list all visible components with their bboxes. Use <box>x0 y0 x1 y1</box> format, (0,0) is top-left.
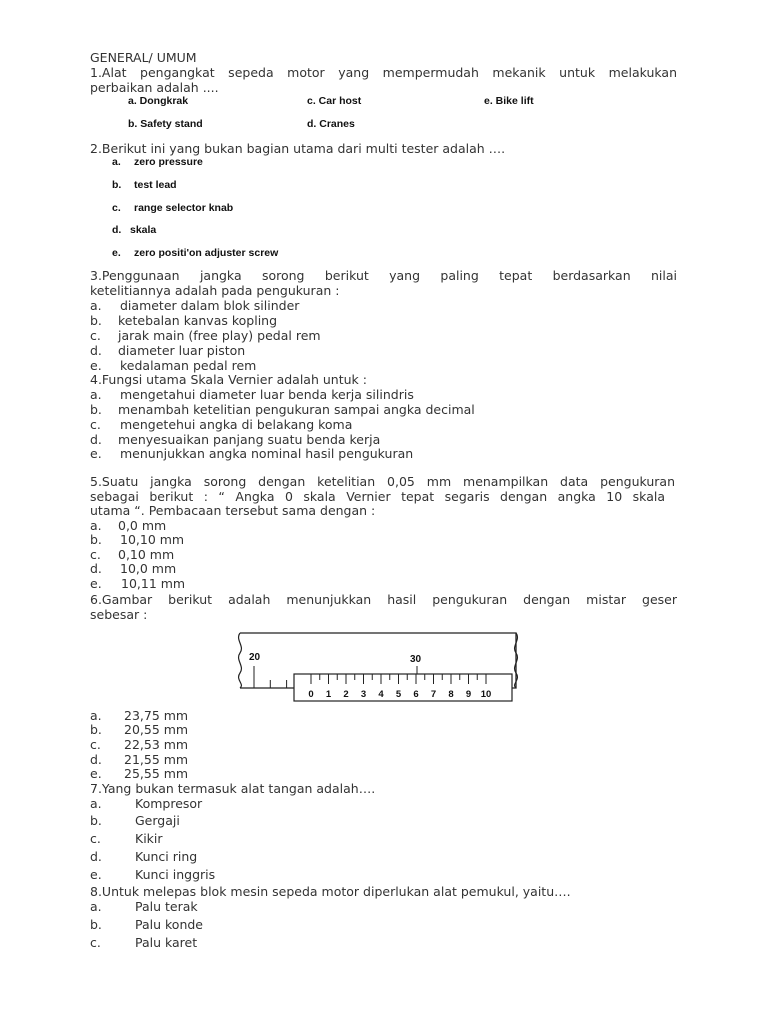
q7-option-text: Kompresor <box>135 796 203 811</box>
q3-option-text: diameter dalam blok silinder <box>120 298 300 313</box>
vernier-scale-label: 2 <box>343 689 349 700</box>
q5-option-c <box>90 547 174 562</box>
q4-option-text: menyesuaikan panjang suatu benda kerja <box>118 432 381 447</box>
q1-stem-line1: 1.Alat pengangkat sepeda motor yang mempermudah mekanik untuk melakukan <box>90 65 677 80</box>
section-header: GENERAL/ UMUM <box>90 50 197 65</box>
q6-option-letter: a. <box>90 708 102 723</box>
q5-stem-line2: sebagai berikut : “ Angka 0 skala Vernier tepat segaris dengan angka 10 skala <box>90 489 665 504</box>
q6-option-text: 22,53 mm <box>124 737 189 752</box>
q7-option-letter: c. <box>90 831 101 846</box>
q3-option-text: ketebalan kanvas kopling <box>118 313 278 328</box>
q2-option-text: test lead <box>134 179 177 191</box>
q8-option-letter: b. <box>90 917 102 932</box>
q7-option-text: Gergaji <box>135 813 180 828</box>
q4-option-b <box>90 402 475 417</box>
q8-option-letter: a. <box>90 899 102 914</box>
q3-stem-line2: ketelitiannya adalah pada pengukuran : <box>90 283 340 298</box>
q2-option-text: zero pressure <box>134 156 203 168</box>
vernier-scale-label: 0 <box>308 689 314 700</box>
q8-option-text: Palu karet <box>135 935 198 950</box>
q4-option-e <box>90 446 413 461</box>
q3-option-b <box>90 313 277 328</box>
q5-option-e <box>90 576 185 591</box>
q4-option-letter: b. <box>90 402 102 417</box>
q6-option-text: 23,75 mm <box>124 708 189 723</box>
q2-option-c <box>112 202 233 215</box>
q7-stem: 7.Yang bukan termasuk alat tangan adalah…. <box>90 781 376 796</box>
q4-option-letter: a. <box>90 387 102 402</box>
q4-option-a <box>90 387 414 402</box>
q6-option-letter: e. <box>90 766 102 781</box>
q6-option-e <box>90 766 188 781</box>
q6-option-letter: d. <box>90 752 102 767</box>
q7-option-letter: e. <box>90 867 102 882</box>
q1-option-a: a. Dongkrak <box>128 95 189 107</box>
q7-option-letter: d. <box>90 849 102 864</box>
main-scale-label-30: 30 <box>410 654 422 665</box>
q6-stem-line2: sebesar : <box>90 607 148 622</box>
q6-option-text: 21,55 mm <box>124 752 189 767</box>
vernier-scale-label: 4 <box>378 689 384 700</box>
q3-option-letter: c. <box>90 328 101 343</box>
q2-stem: 2.Berikut ini yang bukan bagian utama dari multi tester adalah …. <box>90 141 506 156</box>
q7-option-letter: b. <box>90 813 102 828</box>
q2-option-letter: c. <box>112 202 121 214</box>
q5-option-text: 10,10 mm <box>120 532 185 547</box>
q7-option-letter: a. <box>90 796 102 811</box>
q8-stem: 8.Untuk melepas blok mesin sepeda motor diperlukan alat pemukul, yaitu…. <box>90 884 571 899</box>
q3-option-c <box>90 328 321 343</box>
q5-option-b <box>90 532 184 547</box>
q3-option-letter: d. <box>90 343 102 358</box>
q5-option-text: 10,11 mm <box>121 576 186 591</box>
q2-option-text: skala <box>130 224 157 236</box>
q4-stem: 4.Fungsi utama Skala Vernier adalah untuk : <box>90 372 367 387</box>
q7-option-e <box>90 867 215 882</box>
vernier-scale-label: 8 <box>448 689 454 700</box>
q2-option-b <box>112 179 177 192</box>
q4-option-text: mengetahui diameter luar benda kerja silindris <box>120 387 414 402</box>
q5-stem-line1: 5.Suatu jangka sorong dengan ketelitian 0,05 mm menampilkan data pengukuran <box>90 474 675 489</box>
q2-option-text: zero positi'on adjuster screw <box>134 247 279 259</box>
q3-option-e <box>90 358 256 373</box>
q2-option-letter: a. <box>112 156 121 168</box>
vernier-scale-label: 5 <box>395 689 402 700</box>
q5-option-text: 0,10 mm <box>118 547 175 562</box>
q8-option-c <box>90 935 197 950</box>
q3-option-a <box>90 298 299 313</box>
left-break-edge <box>239 633 242 688</box>
q3-option-text: diameter luar piston <box>118 343 246 358</box>
vernier-scale-label: 6 <box>413 689 419 700</box>
q6-option-d <box>90 752 188 767</box>
q8-option-text: Palu terak <box>135 899 198 914</box>
q5-option-text: 10,0 mm <box>120 561 177 576</box>
q4-option-text: menambah ketelitian pengukuran sampai angka decimal <box>118 402 475 417</box>
q2-option-d <box>112 224 156 237</box>
q7-option-b <box>90 813 180 828</box>
q4-option-letter: c. <box>90 417 101 432</box>
q7-option-c <box>90 831 163 846</box>
q2-option-a <box>112 156 203 169</box>
q1-option-c: c. Car host <box>307 95 362 107</box>
q5-option-a <box>90 518 166 533</box>
vernier-scale-label: 9 <box>465 689 472 700</box>
q6-option-b <box>90 722 188 737</box>
q3-option-text: jarak main (free play) pedal rem <box>118 328 321 343</box>
q7-option-text: Kunci inggris <box>135 867 216 882</box>
q6-option-text: 25,55 mm <box>124 766 189 781</box>
q5-option-d <box>90 561 176 576</box>
vernier-scale-label: 1 <box>325 689 332 700</box>
q6-option-text: 20,55 mm <box>124 722 189 737</box>
vernier-scale-label: 3 <box>360 689 367 700</box>
q2-option-letter: b. <box>112 179 122 191</box>
vernier-caliper-figure <box>232 630 527 704</box>
q8-option-b <box>90 917 203 932</box>
q4-option-letter: e. <box>90 446 102 461</box>
q8-option-letter: c. <box>90 935 101 950</box>
q5-option-letter: c. <box>90 547 101 562</box>
q3-stem-line1: 3.Penggunaan jangka sorong berikut yang paling tepat berdasarkan nilai <box>90 268 677 283</box>
q5-stem-line3: utama “. Pembacaan tersebut sama dengan : <box>90 503 376 518</box>
q2-option-letter: e. <box>112 247 121 259</box>
q3-option-letter: a. <box>90 298 102 313</box>
q5-option-letter: e. <box>90 576 102 591</box>
q7-option-a <box>90 796 202 811</box>
q4-option-text: menunjukkan angka nominal hasil pengukuran <box>120 446 414 461</box>
q5-option-letter: b. <box>90 532 102 547</box>
q6-stem-line1: 6.Gambar berikut adalah menunjukkan hasil pengukuran dengan mistar geser <box>90 592 677 607</box>
q8-option-a <box>90 899 198 914</box>
q3-option-text: kedalaman pedal rem <box>120 358 257 373</box>
q1-option-e: e. Bike lift <box>484 95 534 107</box>
q2-option-letter: d. <box>112 224 122 236</box>
q5-option-letter: d. <box>90 561 102 576</box>
q2-option-text: range selector knab <box>134 202 234 214</box>
q3-option-letter: b. <box>90 313 102 328</box>
q4-option-d <box>90 432 380 447</box>
vernier-scale-label: 7 <box>430 689 437 700</box>
main-scale-label-20: 20 <box>249 652 261 663</box>
q5-option-text: 0,0 mm <box>118 518 167 533</box>
q7-option-text: Kunci ring <box>135 849 198 864</box>
q6-option-c <box>90 737 188 752</box>
q4-option-letter: d. <box>90 432 102 447</box>
q1-stem-line2: perbaikan adalah .... <box>90 80 219 95</box>
q7-option-text: Kikir <box>135 831 163 846</box>
q1-option-b: b. Safety stand <box>128 118 203 130</box>
q3-option-letter: e. <box>90 358 102 373</box>
q7-option-d <box>90 849 197 864</box>
vernier-scale-label: 10 <box>480 689 492 700</box>
q1-option-d: d. Cranes <box>307 118 355 130</box>
q6-option-a <box>90 708 188 723</box>
q8-option-text: Palu konde <box>135 917 203 932</box>
q4-option-c <box>90 417 352 432</box>
q2-option-e <box>112 247 278 260</box>
q6-option-letter: b. <box>90 722 102 737</box>
q6-option-letter: c. <box>90 737 101 752</box>
q4-option-text: mengetehui angka di belakang koma <box>120 417 353 432</box>
q3-option-d <box>90 343 245 358</box>
q5-option-letter: a. <box>90 518 102 533</box>
